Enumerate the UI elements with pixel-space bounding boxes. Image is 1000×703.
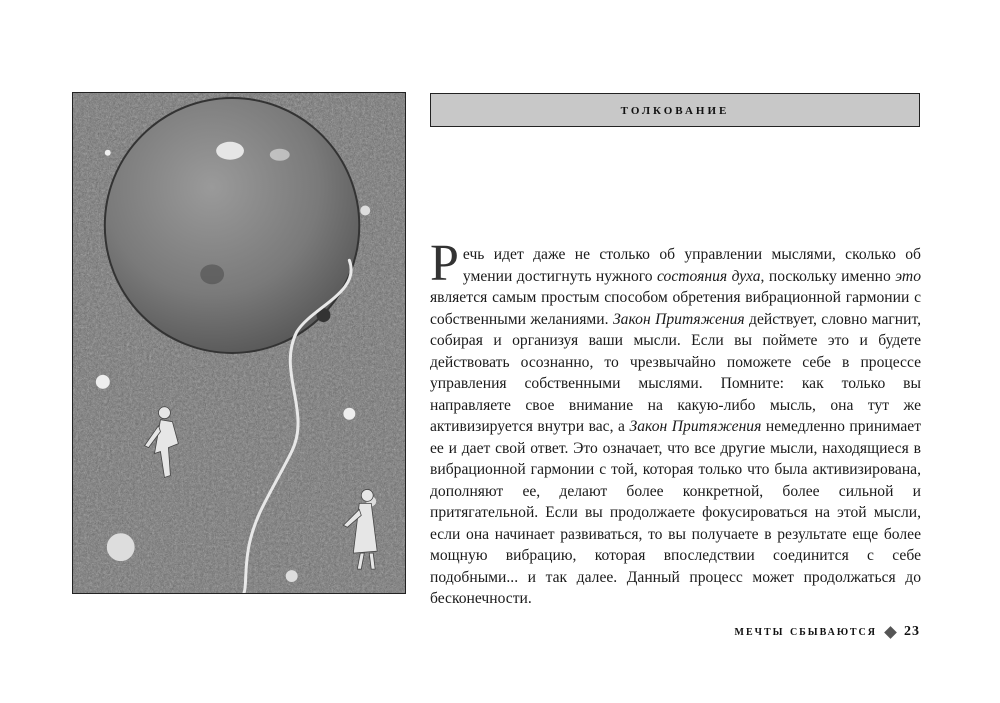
- diamond-icon: [884, 626, 897, 639]
- section-title-box: [430, 93, 920, 127]
- dropcap-letter: Р: [430, 235, 459, 292]
- illustration-balloon: [72, 92, 406, 594]
- page-footer: [735, 624, 920, 640]
- balloon-shadow-spot: [200, 264, 224, 284]
- balloon-highlight: [216, 142, 244, 160]
- balloon-highlight-2: [270, 149, 290, 161]
- italic-phrase: это: [895, 267, 921, 285]
- body-paragraph: [430, 235, 922, 610]
- section-title: толкование: [620, 101, 730, 118]
- italic-phrase: состояния духа: [657, 267, 761, 285]
- text-run: является самым простым способом обретения вибрационной гармонии с собственными желаниями.: [430, 289, 921, 328]
- text-run: ечь идет даже не столько об управлении мыслями, сколько об умении достигнуть нужного: [462, 246, 921, 285]
- text-run: действует, словно магнит, собирая и организуя ваши мысли. Если вы поймете это и будете действовать осознанно, то чрезвычайно поможете себе в процессе управления собственными мыслями. Помните: как только вы направляете свое внимание на какую-либо мысль, она тут же активизируется внутри вас, а: [430, 310, 921, 435]
- italic-phrase: Закон Притяжения: [612, 310, 745, 328]
- text-run: , поскольку именно: [760, 267, 896, 285]
- footer-book-title: мечты сбываются: [734, 624, 877, 639]
- text-run: немедленно принимает ее и дает свой ответ. Это означает, что все другие мысли, находящиеся в вибрационной гармонии с той, которая только что была активизирована, дополняют ее, делают более конкретной, более сильной и притягательной. Если вы продолжаете фокусироваться на этой мысли, если она начинает развиваться, то вы получаете в результате еще более мощную вибрацию, которая впоследствии соединится с себе подобными... и так далее. Данный процесс может продолжаться до бесконечности.: [430, 418, 922, 607]
- balloon-illustration-svg: [73, 93, 405, 593]
- page-number: 23: [904, 624, 920, 639]
- italic-phrase: Закон Притяжения: [629, 418, 762, 435]
- star-dot: [96, 375, 110, 389]
- star-dot: [343, 408, 355, 420]
- star-dot: [286, 570, 298, 582]
- star-dot: [105, 150, 111, 156]
- star-dot: [107, 533, 135, 561]
- star-dot: [360, 206, 370, 216]
